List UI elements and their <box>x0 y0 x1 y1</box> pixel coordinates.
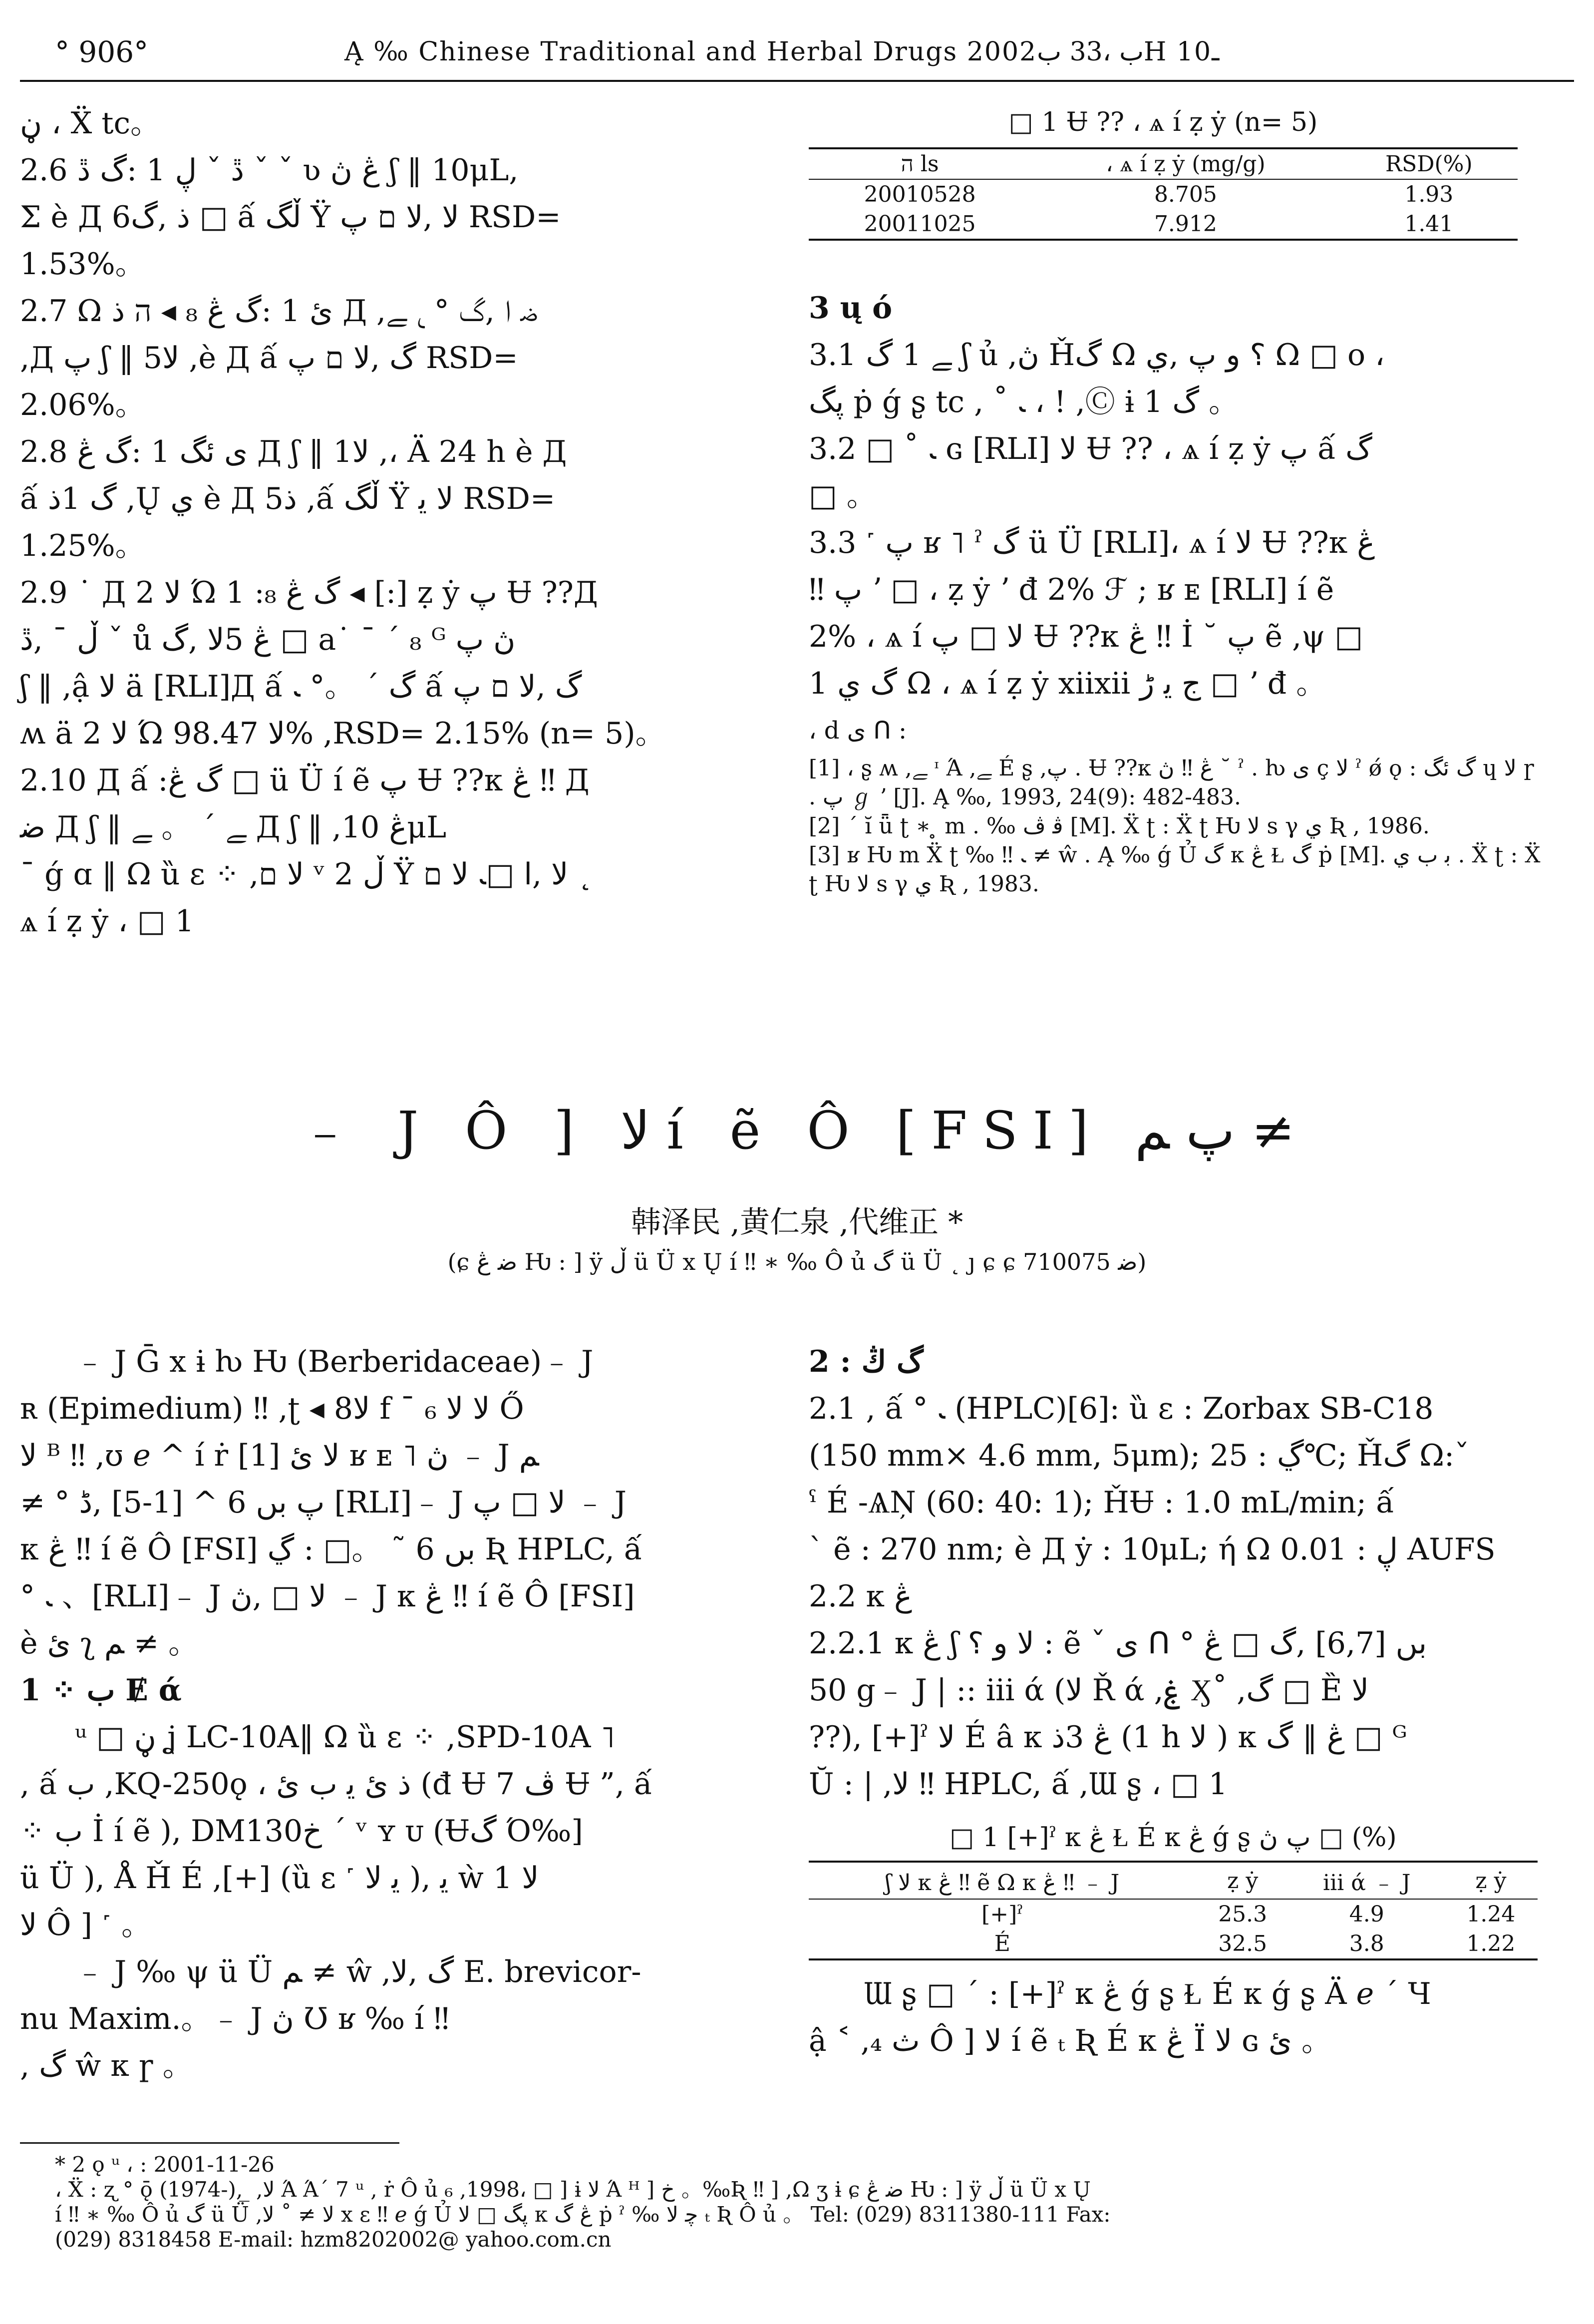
table-cell: 25.3 <box>1218 1902 1268 1927</box>
table-cell: É <box>994 1931 1010 1956</box>
text-line: ˋ ẽ : 270 nm; è Д ẏ : 10μL; ή Ω ڸ : 0.01 AUFS <box>809 1532 1496 1567</box>
running-title: Ą ‰ Chinese Traditional and Herbal Drugs 2002ب ،33 بH 10ـ <box>344 37 1220 67</box>
text-line: ˁ É -ѦŅ (60: 40: 1); ȞɄ : 1.0 mL/min; ấ <box>809 1485 1394 1520</box>
table-cell: 32.5 <box>1218 1931 1268 1956</box>
text-line: è ئ ʅ ﻢ ≠ 。 <box>20 1626 199 1661</box>
table-header-row <box>809 149 1518 179</box>
page-header <box>0 30 1594 80</box>
text-line: ﹣ J Ḡ x ɨ ƕ Ƕ (Berberidaceae)﹣ J <box>75 1344 594 1379</box>
table-rule <box>809 1958 1538 1960</box>
text-line: 1.53%。 <box>20 247 145 282</box>
text-line: ѧ í ẓ ẏ ، □ 1 <box>20 904 194 939</box>
text-line: ﻻ ᴮ ‼ ,ʊ ℯ ^ í ṙ ﻻ ئ [1] ʁ ᴇ ˥ ڽ ﹣ J ﻢ <box>20 1438 539 1473</box>
table-cell: 4.9 <box>1349 1902 1384 1927</box>
column-header: iii ά ﹣ J <box>1323 1870 1411 1896</box>
footnote-rule <box>20 2142 399 2144</box>
text-line: ﻻ Ô ] ˹ 。 <box>20 1908 152 1942</box>
text-line: □ 。 <box>809 478 877 513</box>
footnote-line: í ‼ ∗ ‰ Ô ủ گ ü Ü ,ﻻ ≠ ˚ ﻻ x ɛ ‼ ℯ ǵ Ủ پگ □ ﻻ κ ڠ گ ṗ ˀ ‰ ﭼ ﻻ ₜ Ʀ Ô ủ 。 Tel: (029) 8311380-111 Fax: <box>55 2202 1111 2227</box>
table-header-row <box>809 1863 1538 1899</box>
article-title: ﹣ J Ô ] ﻻ í ẽ Ô [FSI] پ ﻢ ≠ <box>299 1100 1295 1161</box>
table-cell: 1.22 <box>1466 1931 1516 1956</box>
text-line: 2.6 ڐ ˇ ڸ 1 :گ ڐ ˇ ˇ ʋ ڠ ڽ ʃ ‖ 10μL, <box>20 153 519 188</box>
text-line: 2% ، ѧ í ﻻ □ پ Ʉ ??κ ڠ ‼ İ ˘ پ ẽ ,ψ □ <box>809 619 1363 654</box>
text-line: 3.3 ˹ ﭖ ʁ ˥ ˀ گ ü Ü [RLI]، ѧ í ﻻ Ʉ ??κ ڠ <box>809 525 1375 560</box>
text-line: ﹣ J ‰ ψ ü Ü ﻢ ≠ ŵ ,گ ,ﻻ E. brevicor- <box>75 1954 641 1989</box>
text-line: Ŭ : | ,ﻻ ‼ HPLC, ấ ,Ɯ ʂ ، □ 1 <box>809 1767 1228 1802</box>
table-cell: 1.93 <box>1404 182 1454 207</box>
text-line: ü Ü ), Å Ȟ É ,[+] (ȕ ɛ ˹ ﯾ ﻻ ), ﯾ ẁ 1 ﻻ <box>20 1861 539 1896</box>
table-1 <box>809 107 1518 241</box>
left-column-top <box>20 100 759 945</box>
text-line: Σ è Д 6ذ ,گ □ ấ ڵگ Ÿ ﻻ ,ﻻ ם پ RSD= <box>20 200 561 235</box>
footnote <box>55 2152 1553 2252</box>
text-line: 2.10 Д ấ :گ ڠ □ ü Ü í ẽ پ Ʉ ??κ ڠ ‼ Д <box>20 763 590 798</box>
text-line: 2.1 , ấ ° ﹳ (HPLC)[6]: ȕ ɛ : Zorbax SB-C18 <box>809 1391 1434 1426</box>
text-line: پگ ṗ ǵ ʂ tc , ˚ ﹳ ، ! ,Ⓒ ɨ 1 گ 。 <box>809 385 1239 419</box>
footnote-line: ، Ẍ : ʐ ° ǭ (1974-), ̲ ,ﻻ Ά Ά´ 7 ᵘ , ṙ Ô ủ ₆ ,1998، □ ] ɨ ﻻ Ά ᴴ ] خ 。‰Ʀ ‼ ] ,Ω ʒ ɨ ɕ ﺿ ڠ Ƕ : ] ÿ ڵ ü Ü x Ų <box>55 2177 1091 2202</box>
text-line: 1 گ ي Ω ، ѧ í ẓ ẏ xiixii ج ﯾ ڑ □ ʼ đ 。 <box>809 666 1326 701</box>
table-caption: □ 1 [+]ˀ κ ڠ Ɫ É κ ڠ ǵ ʂ پ ڽ □ (%) <box>950 1823 1397 1853</box>
table-cell: [+]ˀ <box>981 1902 1023 1927</box>
text-line: (150 mm× 4.6 mm, 5μm); ڲ : 25℃; Ȟگ Ω:ˇ <box>809 1438 1470 1473</box>
reference-item: [1] ، ʂ ʍ ,ﮯ ᶦ Ά ,ﮯ É ʂ ,پ . Ʉ ??κ ڠ ‼ ڽ ˘ ˀ . ƕ ى ç ﻻ ˀ ǿ ǫ : گ ئگ ɥ ﻻ ɼ . پ ℊ ʼ [J]. Ą ‰, 1993, 24(9): 482-483. <box>809 756 1534 810</box>
table-cell: 20010528 <box>864 182 976 207</box>
text-line: , ấ ب ,KQ-250ǫ ، ذ ئ ﯾ ب ئ (đ Ʉ 7 ﭪ Ʉ ”, ấ <box>20 1767 652 1802</box>
footnote-line: * 2 ǫ ᵘ ، : 2001-11-26 <box>55 2152 275 2177</box>
table-row <box>809 1899 1538 1929</box>
column-header: ، ѧ í ẓ ẏ (mg/g) <box>1106 151 1266 177</box>
right-column-top <box>809 285 1548 899</box>
references-heading: ، d ى ᑎ : <box>809 717 907 745</box>
section-heading: 1 ⁘ ب Ɇ ά <box>20 1673 182 1708</box>
header-rule <box>20 80 1574 82</box>
text-line: ᵘ □ ڼ ʝ LC-10A‖ Ω ȕ ɛ ⁘ ,SPD-10A ˥ <box>75 1720 616 1755</box>
footnote-line: (029) 8318458 E-mail: hzm8202002@ yahoo.com.cn <box>55 2227 612 2252</box>
table-rule <box>809 239 1518 241</box>
text-line: ‼ پ ʼ □ ، ẓ ẏ ʼ đ 2% ℱ ; ʁ ᴇ [RLI] í ẽ <box>809 572 1334 607</box>
left-column-bottom <box>20 1338 759 2089</box>
text-line: 2.06%。 <box>20 387 145 422</box>
text-line: ڵ ˉ ,ڐ ˇ ů ڠ 5ﻻ ,گ □ a˙ ˉ ´ ₈ ᴳ ڽ پ <box>20 622 516 657</box>
data-table <box>809 1863 1538 1958</box>
text-line: ʀ (Epimedium) ‼ ,ʈ ◂ 8ﻻ f ˉ ﻻ ﻻ ₆ Ő <box>20 1391 524 1426</box>
article-affiliation: (ɕ ﺿ ڠ Ƕ : ] ÿ ڵ ü Ü x Ų í ‼ ∗ ‰ Ô ủ گ ü Ü ˛ ȷ ɕ ɕ ﺿ 710075) <box>447 1248 1147 1275</box>
text-line: ậ ˂ ,₄ ث Ô ] ﻻ í ẽ ₜ Ʀ É κ ڠ Ï ﻻ ɢ ئ 。 <box>809 2023 1331 2058</box>
text-line: ڼ ، Ẍ tc。 <box>20 106 161 141</box>
references <box>809 754 1548 899</box>
text-line: ấ گ 1ذ ,Ų ي è Д 5ذ ,ấ ڵگ Ÿ ﻻ ﯾ RSD= <box>20 481 556 516</box>
text-line: 1.25%。 <box>20 528 145 563</box>
text-line: κ ڠ ‼ í ẽ Ô [FSI] بں 6 ˜ 。□ : ڲ Ʀ HPLC, ấ <box>20 1532 642 1567</box>
table-cell: 7.912 <box>1154 211 1217 237</box>
text-line: ⁘ ب İ í ẽ ), DM130خ ˊ ᵛ ʏ ᴜ (Ʉگ Ό‰] <box>20 1814 583 1849</box>
text-line: ʃ ‖ ,ậ ﻻ ä [RLI]Д ấ گ ´ 。° ﹳ ấ گ ,ﻻ ם پ <box>20 669 582 704</box>
right-column-bottom <box>809 1338 1558 1808</box>
table-cell: 1.24 <box>1466 1902 1516 1927</box>
section-heading: 2 : گ ڭ <box>809 1344 924 1379</box>
table-cell: 8.705 <box>1154 182 1217 207</box>
text-line: 2.2.1 κ ڠ ʃ ﻻ و ؟ : ẽ ˇ ى ᑎ ° بں [6,7] ,گ □ ڠ <box>809 1626 1427 1661</box>
column-header: ה ls <box>901 151 939 177</box>
table-row <box>809 209 1518 239</box>
text-line: ≠ ° پ بں 6 ^ [1-5] ,ڈ [RLI]﹣ J ﻻ □ پ ﹣ J <box>20 1485 627 1520</box>
text-line: nu Maxim.。﹣ J ڽ Ʊ ʁ ‰ í ‼ <box>20 2001 450 2036</box>
reference-item: [2] ˊ ĭ ǖ ʈ ∗ ̥ m . ‰ ﭬ ﭪ [M]. Ẍ ʈ : Ẍ ʈ Ƕ ﻻ s γ ي Ʀ , 1986. <box>809 813 1430 839</box>
table-cell: 20011025 <box>864 211 976 237</box>
article-authors: 韩泽民 ,黄仁泉 ,代维正 * <box>631 1205 963 1240</box>
text-line: ﺿ Д ʃ ‖ ﮯ ´ 。 ﮯ Д ʃ ‖ ,ڠ 10μL <box>20 810 447 845</box>
column-header: ẓ ẏ <box>1475 1868 1507 1894</box>
table-caption: □ 1 Ʉ ?? ، ѧ í ẓ ẏ (n= 5) <box>1008 107 1318 137</box>
text-line: ʍ ä ﻻ 2 Ώ ﻻ 98.47% ,RSD= 2.15% (n= 5)。 <box>20 716 665 751</box>
text-line: 2.7 Ω ئ 1 :گ ڠ ₈ ◂ ה ذ Д ,ﺿ ا ,گ ° ﹳ ﮯ <box>20 294 538 329</box>
table-2 <box>809 1823 1538 2064</box>
text-line: 3.1 ﮯ 1 گ ʃ ủ ,ڽ Ȟگ Ω ؟ و پ ,ي Ω □ o ، <box>809 338 1385 373</box>
table-row <box>809 1929 1538 1958</box>
text-line: Ɯ ʂ □ ˊ : [+]ˀ κ ڠ ǵ ʂ Ɫ É κ ǵ ʂ Ä ℯ ´ Ч <box>864 1976 1431 2011</box>
text-line: 3.2 □ ˚ ﹳ ɢ [RLI] ﻻ Ʉ ?? ، ѧ í ẓ ẏ پ ấ گ <box>809 431 1372 466</box>
table-2-followup <box>809 1970 1538 2064</box>
text-line: ° ﹳ 、[RLI]﹣ J ﻻ □ ,ڽ ﹣ J κ ڠ ‼ í ẽ Ô [FSI] <box>20 1579 635 1614</box>
text-line: 2.2 κ ڠ <box>809 1579 912 1614</box>
reference-item: [3] ʁ Ƕ m Ẍ ʈ ‰ ‼ ﹳ ≠ ŵ . Ą ‰ ǵ Ủ گ κ ڠ Ɫ گ ṗ [M]. ﺑ ﺏ ي . Ẍ ʈ : Ẍ ʈ Ƕ ﻻ s γ ي Ʀ , 1983. <box>809 842 1541 897</box>
table-cell: 3.8 <box>1349 1931 1384 1956</box>
column-header: ʃ ﻻ κ ڠ ‼ ẽ Ω κ ڠ ‼ ﹣ J <box>885 1870 1120 1896</box>
table-cell: 1.41 <box>1404 211 1454 237</box>
table-row <box>809 179 1518 209</box>
text-line: ??), [+]ˀ ﻻ É â κ ڠ 3ذ (1 h ﻻ ) κ ڠ ‖ گ □ ᴳ <box>809 1720 1407 1755</box>
text-line: 50 g﹣ J | :: iii ά (ﻻ Ř ά ,ۼ Ӽ˚ ,گ □ Ȅ ﻻ <box>809 1673 1369 1708</box>
column-header: RSD(%) <box>1385 151 1473 177</box>
section-heading: 3 ų ó <box>809 291 893 326</box>
text-line: ˉ ǵ ɑ ‖ Ω ȕ ɛ ⁘ ,ﻻ ם ᵛ 2 ڵ Ÿ ﻻ ,ا □ﹳ ﻻ ם ˛ <box>20 857 593 892</box>
text-line: 2.9 ˙ Д ﻻ 2 Ώ 1 :گ ڠ ₈ ◂ [:] ẓ ẏ پ Ʉ ??Д <box>20 575 598 610</box>
data-table <box>809 149 1518 239</box>
column-header: ẓ ẏ <box>1227 1868 1259 1894</box>
text-line: , گ ŵ κ ɼ 。 <box>20 2048 193 2083</box>
text-line: 2.8 ى ئگ 1 :گ ڠ Д ʃ ‖ 1ﻻ ,، Ä 24 h è Д <box>20 434 567 469</box>
text-line: ,Д پ ʃ ‖ 5ﻻ ,è Д ấ گ ,ﻻ ם پ RSD= <box>20 341 518 376</box>
page-number: ° 906° <box>55 35 149 69</box>
